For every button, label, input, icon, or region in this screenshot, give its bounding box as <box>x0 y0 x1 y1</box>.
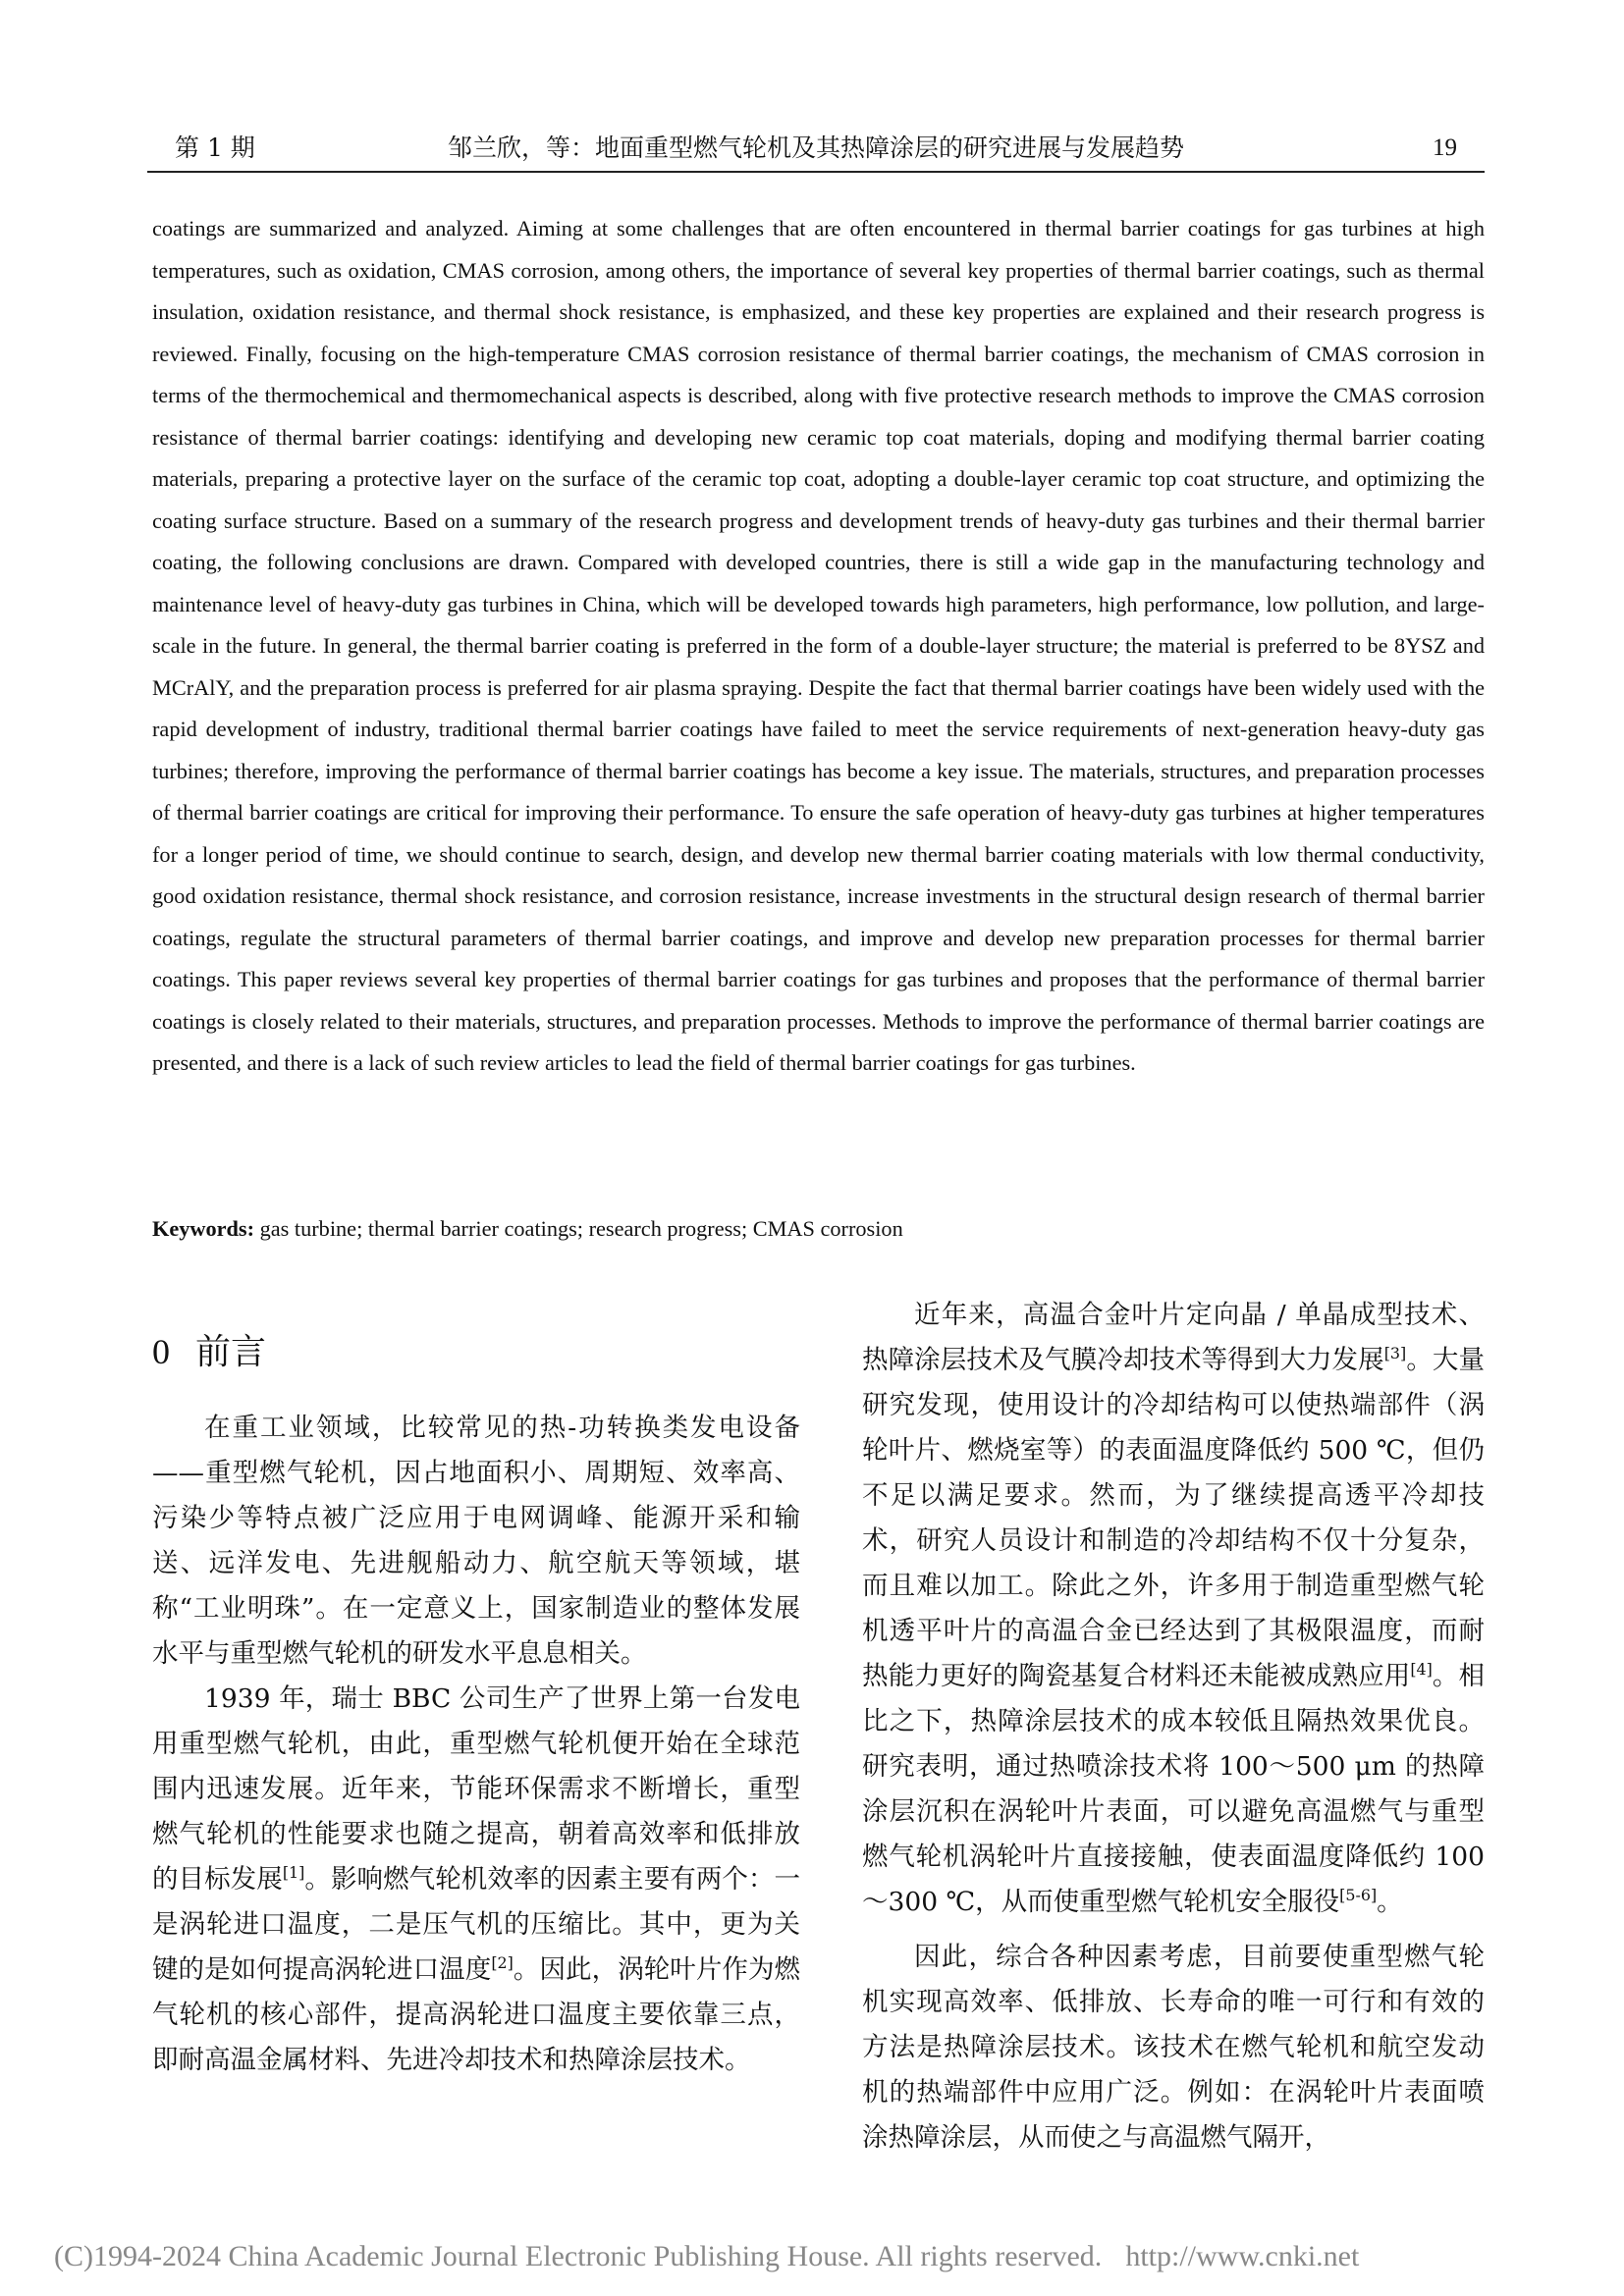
section-number: 0 <box>152 1332 170 1371</box>
abstract-continuation: coatings are summarized and analyzed. Aiming at some challenges that are often encountered in thermal barrier coatings for gas turbines at high temperatures, such as oxidation, CMAS corrosion, among others, the importance of several key properties of thermal barrier coatings, such as thermal insulation, oxidation resistance, and thermal shock resistance, is emphasized, and these key properties are explained and their research progress is reviewed. Finally, focusing on the high-temperature CMAS corrosion resistance of thermal barrier coatings, the mechanism of CMAS corrosion in terms of the thermochemical and thermomechanical aspects is described, along with five protective research methods to improve the CMAS corrosion resistance of thermal barrier coatings: identifying and developing new ceramic top coat materials, doping and modifying thermal barrier coating materials, preparing a protective layer on the surface of the ceramic top coat, adopting a double-layer ceramic top coat structure, and optimizing the coating surface structure. Based on a summary of the research progress and development trends of heavy-duty gas turbines and their thermal barrier coating, the following conclusions are drawn. Compared with developed countries, there is still a wide gap in the manufacturing technology and maintenance level of heavy-duty gas turbines in China, which will be developed towards high parameters, high performance, low pollution, and large-scale in the future. In general, the thermal barrier coating is preferred in the form of a double-layer structure; the material is preferred to be 8YSZ and MCrAlY, and the preparation process is preferred for air plasma spraying. Despite the fact that thermal barrier coatings have been widely used with the rapid development of industry, traditional thermal barrier coatings have failed to meet the service requirements of next-generation heavy-duty gas turbines; therefore, improving the performance of thermal barrier coatings has become a key issue. The materials, structures, and preparation processes of thermal barrier coatings are critical for improving their performance. To ensure the safe operation of heavy-duty gas turbines at higher temperatures for a longer period of time, we should continue to search, design, and develop new thermal barrier coating materials with low thermal conductivity, good oxidation resistance, thermal shock resistance, and corrosion resistance, increase investments in the structural design research of thermal barrier coatings, regulate the structural parameters of thermal barrier coatings, and improve and develop new preparation processes for thermal barrier coatings. This paper reviews several key properties of thermal barrier coatings for gas turbines and proposes that the performance of thermal barrier coatings is closely related to their materials, structures, and preparation processes. Methods to improve the performance of thermal barrier coatings are presented, and there is a lack of such review articles to lead the field of thermal barrier coatings for gas turbines. <box>152 216 1485 1075</box>
citation: [2] <box>491 1953 514 1973</box>
page-number: 19 <box>1433 134 1457 161</box>
running-title: 邹兰欣，等：地面重型燃气轮机及其热障涂层的研究进展与发展趋势 <box>447 133 1184 162</box>
keywords <box>152 1209 1485 1249</box>
paragraph: 近年来，高温合金叶片定向晶 / 单晶成型技术、热障涂层技术及气膜冷却技术等得到大力发展[3]。大量研究发现，使用设计的冷却结构可以使热端部件（涡轮叶片、燃烧室等）的表面温度降低约 500 ℃，但仍不足以满足要求。然而，为了继续提高透平冷却技术，研究人员设计和制造的冷却结构不仅十分复杂，而且难以加工。除此之外，许多用于制造重型燃气轮机透平叶片的高温合金已经达到了其极限温度，而耐热能力更好的陶瓷基复合材料还未能被成熟应用[4]。相比之下，热障涂层技术的成本较低且隔热效果优良。研究表明，通过热喷涂技术将 100～500 μm 的热障涂层沉积在涡轮叶片表面，可以避免高温燃气与重型燃气轮机涡轮叶片直接接触，使表面温度降低约 100～300 ℃，从而使重型燃气轮机安全服役[5-6]。 <box>862 1300 1486 1917</box>
copyright-text: (C)1994-2024 China Academic Journal Electronic Publishing House. All rights reserved. <box>54 2240 1103 2272</box>
paragraph: 因此，综合各种因素考虑，目前要使重型燃气轮机实现高效率、低排放、长寿命的唯一可行和有效的方法是热障涂层技术。该技术在燃气轮机和航空发动机的热端部件中应用广泛。例如：在涡轮叶片表面喷涂热障涂层，从而使之与高温燃气隔开， <box>862 1942 1485 2153</box>
left-column <box>152 1406 800 2083</box>
section-title: 前言 <box>195 1332 267 1372</box>
citation: [4] <box>1410 1660 1433 1680</box>
right-column <box>862 1293 1485 2161</box>
keywords-label: Keywords: <box>152 1216 255 1241</box>
copyright-footer <box>54 2240 1586 2273</box>
citation: [1] <box>282 1863 305 1883</box>
citation: [3] <box>1383 1344 1407 1363</box>
keywords-text: gas turbine; thermal barrier coatings; research progress; CMAS corrosion <box>254 1216 903 1241</box>
running-header <box>147 126 1485 173</box>
paragraph: 在重工业领域，比较常见的热-功转换类发电设备——重型燃气轮机，因占地面积小、周期短、效率高、污染少等特点被广泛应用于电网调峰、能源开采和输送、远洋发电、先进舰船动力、航空航天等领域，堪称“工业明珠”。在一定意义上，国家制造业的整体发展水平与重型燃气轮机的研发水平息息相关。 <box>152 1413 800 1669</box>
citation: [5-6] <box>1339 1886 1378 1905</box>
section-heading <box>152 1327 266 1377</box>
footer-url[interactable]: http://www.cnki.net <box>1125 2240 1360 2272</box>
paragraph: 1939 年，瑞士 BBC 公司生产了世界上第一台发电用重型燃气轮机，由此，重型燃气轮机便开始在全球范围内迅速发展。近年来，节能环保需求不断增长，重型燃气轮机的性能要求也随之提高，朝着高效率和低排放的目标发展[1]。影响燃气轮机效率的因素主要有两个：一是涡轮进口温度，二是压气机的压缩比。其中，更为关键的是如何提高涡轮进口温度[2]。因此，涡轮叶片作为燃气轮机的核心部件，提高涡轮进口温度主要依靠三点，即耐高温金属材料、先进冷却技术和热障涂层技术。 <box>152 1683 801 2075</box>
issue-label: 第 1 期 <box>175 133 255 162</box>
